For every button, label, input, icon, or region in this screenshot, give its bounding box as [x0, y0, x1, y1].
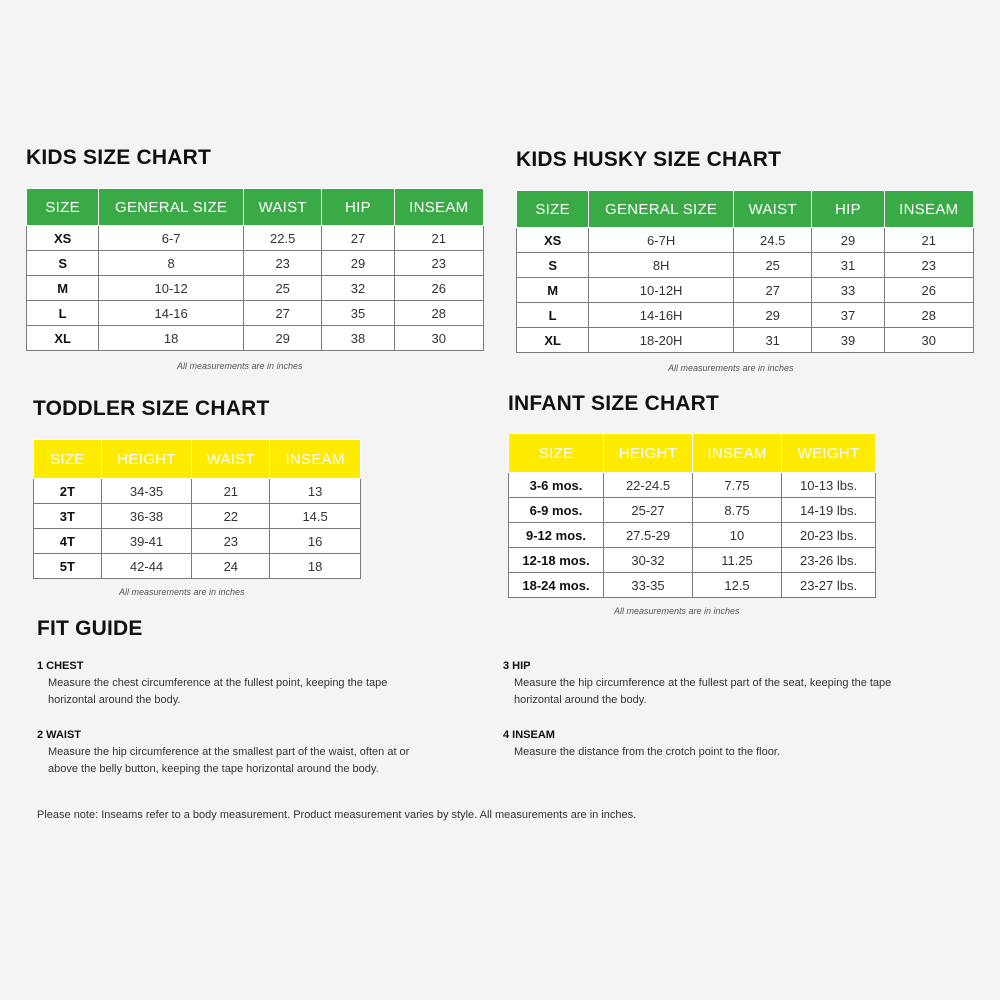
fit-item-text: horizontal around the body. — [48, 694, 181, 706]
table-cell: 16 — [270, 529, 361, 554]
table-row — [509, 548, 876, 573]
table-cell: 33 — [812, 278, 884, 303]
table-cell: 39 — [812, 328, 884, 353]
table-cell: 18-20H — [589, 328, 734, 353]
table-cell: 34-35 — [101, 479, 192, 504]
table-cell: 6-7 — [99, 226, 244, 251]
table-cell: 27 — [243, 301, 321, 326]
table-cell: 39-41 — [101, 529, 192, 554]
table-row — [509, 573, 876, 598]
toddler-size-table — [33, 439, 361, 579]
fit-item-text: above the belly button, keeping the tape horizontal around the body. — [48, 763, 379, 775]
table-cell: 6-7H — [589, 228, 734, 253]
table-cell: 21 — [394, 226, 483, 251]
column-header: HIP — [322, 189, 394, 226]
table-cell: 33-35 — [604, 573, 693, 598]
kids-measurement-note: All measurements are in inches — [177, 361, 303, 371]
fit-item-text: Measure the hip circumference at the fullest part of the seat, keeping the tape — [514, 677, 892, 689]
column-header: HEIGHT — [101, 440, 192, 479]
table-cell: 25 — [733, 253, 811, 278]
table-cell: 35 — [322, 301, 394, 326]
table-cell: 7.75 — [693, 473, 782, 498]
column-header: WAIST — [243, 189, 321, 226]
table-cell: 32 — [322, 276, 394, 301]
table-cell: 23-26 lbs. — [782, 548, 876, 573]
infant-size-table — [508, 433, 876, 598]
husky-measurement-note: All measurements are in inches — [668, 363, 794, 373]
table-row — [27, 326, 484, 351]
table-cell: 24 — [192, 554, 270, 579]
table-row — [517, 278, 974, 303]
column-header: HIP — [812, 191, 884, 228]
size-cell: 2T — [34, 479, 102, 504]
table-cell: 29 — [733, 303, 811, 328]
table-cell: 18 — [99, 326, 244, 351]
table-row — [34, 479, 361, 504]
table-cell: 29 — [322, 251, 394, 276]
table-row — [34, 529, 361, 554]
table-cell: 42-44 — [101, 554, 192, 579]
table-row — [27, 226, 484, 251]
size-cell: XL — [517, 328, 589, 353]
size-cell: 4T — [34, 529, 102, 554]
table-header-row — [34, 440, 361, 479]
table-cell: 8 — [99, 251, 244, 276]
size-cell: 12-18 mos. — [509, 548, 604, 573]
fit-item-chest — [37, 658, 387, 709]
table-cell: 25-27 — [604, 498, 693, 523]
table-cell: 10-12 — [99, 276, 244, 301]
size-cell: 9-12 mos. — [509, 523, 604, 548]
table-row — [27, 276, 484, 301]
table-cell: 14.5 — [270, 504, 361, 529]
kids-chart-title: KIDS SIZE CHART — [26, 146, 212, 169]
table-cell: 23 — [394, 251, 483, 276]
column-header: WAIST — [192, 440, 270, 479]
table-cell: 28 — [394, 301, 483, 326]
table-cell: 12.5 — [693, 573, 782, 598]
column-header: HEIGHT — [604, 434, 693, 473]
column-header: SIZE — [34, 440, 102, 479]
fit-item-heading: 4 INSEAM — [503, 729, 555, 741]
table-cell: 14-16H — [589, 303, 734, 328]
table-row — [517, 228, 974, 253]
column-header: WEIGHT — [782, 434, 876, 473]
table-header-row — [509, 434, 876, 473]
table-row — [509, 473, 876, 498]
fit-item-waist — [37, 727, 409, 778]
table-row — [27, 251, 484, 276]
table-row — [34, 504, 361, 529]
table-cell: 23 — [243, 251, 321, 276]
fit-item-text: horizontal around the body. — [514, 694, 647, 706]
table-cell: 21 — [192, 479, 270, 504]
husky-chart-title: KIDS HUSKY SIZE CHART — [516, 148, 782, 171]
table-cell: 14-19 lbs. — [782, 498, 876, 523]
column-header: INSEAM — [270, 440, 361, 479]
table-cell: 22-24.5 — [604, 473, 693, 498]
fit-item-text: Measure the hip circumference at the smallest part of the waist, often at or — [48, 746, 410, 758]
column-header: INSEAM — [884, 191, 973, 228]
table-row — [517, 303, 974, 328]
size-cell: 3-6 mos. — [509, 473, 604, 498]
fit-item-hip — [503, 658, 891, 709]
fit-guide-title: FIT GUIDE — [37, 617, 143, 640]
table-cell: 25 — [243, 276, 321, 301]
size-cell: M — [517, 278, 589, 303]
size-cell: 3T — [34, 504, 102, 529]
size-cell: 5T — [34, 554, 102, 579]
table-header-row — [27, 189, 484, 226]
size-cell: XS — [27, 226, 99, 251]
column-header: WAIST — [733, 191, 811, 228]
size-cell: S — [27, 251, 99, 276]
size-cell: XL — [27, 326, 99, 351]
table-cell: 31 — [733, 328, 811, 353]
size-cell: 6-9 mos. — [509, 498, 604, 523]
table-cell: 23 — [884, 253, 973, 278]
table-cell: 10 — [693, 523, 782, 548]
fit-item-heading: 2 WAIST — [37, 729, 82, 741]
size-cell: L — [27, 301, 99, 326]
size-cell: S — [517, 253, 589, 278]
table-cell: 23 — [192, 529, 270, 554]
column-header: GENERAL SIZE — [589, 191, 734, 228]
column-header: SIZE — [27, 189, 99, 226]
table-cell: 30-32 — [604, 548, 693, 573]
table-cell: 28 — [884, 303, 973, 328]
table-cell: 29 — [812, 228, 884, 253]
fit-item-text: Measure the distance from the crotch point to the floor. — [514, 746, 780, 758]
table-cell: 31 — [812, 253, 884, 278]
table-row — [509, 498, 876, 523]
table-cell: 21 — [884, 228, 973, 253]
column-header: SIZE — [509, 434, 604, 473]
table-cell: 10-12H — [589, 278, 734, 303]
infant-measurement-note: All measurements are in inches — [614, 606, 740, 616]
table-cell: 20-23 lbs. — [782, 523, 876, 548]
column-header: SIZE — [517, 191, 589, 228]
table-cell: 22.5 — [243, 226, 321, 251]
table-row — [509, 523, 876, 548]
column-header: GENERAL SIZE — [99, 189, 244, 226]
table-cell: 30 — [884, 328, 973, 353]
table-cell: 27 — [733, 278, 811, 303]
fit-item-inseam — [503, 727, 780, 761]
table-row — [517, 253, 974, 278]
table-cell: 26 — [394, 276, 483, 301]
table-header-row — [517, 191, 974, 228]
table-row — [34, 554, 361, 579]
table-cell: 14-16 — [99, 301, 244, 326]
size-cell: 18-24 mos. — [509, 573, 604, 598]
table-cell: 26 — [884, 278, 973, 303]
table-cell: 22 — [192, 504, 270, 529]
table-cell: 24.5 — [733, 228, 811, 253]
table-cell: 36-38 — [101, 504, 192, 529]
table-cell: 29 — [243, 326, 321, 351]
fit-item-text: Measure the chest circumference at the fullest point, keeping the tape — [48, 677, 388, 689]
kids-size-table — [26, 188, 484, 351]
table-cell: 11.25 — [693, 548, 782, 573]
toddler-measurement-note: All measurements are in inches — [119, 587, 245, 597]
footer-note: Please note: Inseams refer to a body measurement. Product measurement varies by style. All measurements are in inches. — [37, 809, 637, 821]
table-cell: 23-27 lbs. — [782, 573, 876, 598]
husky-size-table — [516, 190, 974, 353]
table-cell: 37 — [812, 303, 884, 328]
table-cell: 8H — [589, 253, 734, 278]
table-cell: 27.5-29 — [604, 523, 693, 548]
column-header: INSEAM — [394, 189, 483, 226]
table-cell: 18 — [270, 554, 361, 579]
table-row — [517, 328, 974, 353]
table-cell: 8.75 — [693, 498, 782, 523]
size-cell: L — [517, 303, 589, 328]
table-cell: 10-13 lbs. — [782, 473, 876, 498]
table-cell: 13 — [270, 479, 361, 504]
table-row — [27, 301, 484, 326]
toddler-chart-title: TODDLER SIZE CHART — [33, 397, 270, 420]
table-cell: 38 — [322, 326, 394, 351]
column-header: INSEAM — [693, 434, 782, 473]
fit-item-heading: 1 CHEST — [37, 660, 84, 672]
size-cell: M — [27, 276, 99, 301]
fit-item-heading: 3 HIP — [503, 660, 531, 672]
table-cell: 30 — [394, 326, 483, 351]
infant-chart-title: INFANT SIZE CHART — [508, 392, 720, 415]
table-cell: 27 — [322, 226, 394, 251]
size-cell: XS — [517, 228, 589, 253]
